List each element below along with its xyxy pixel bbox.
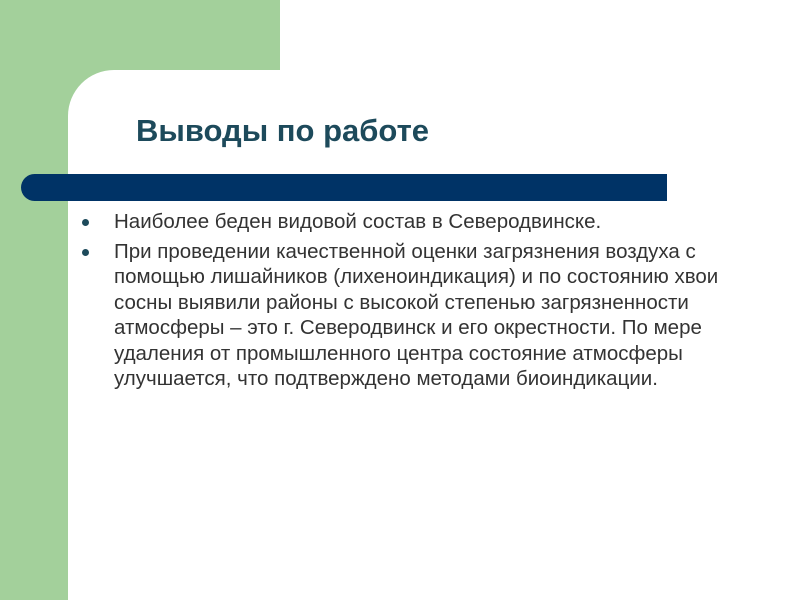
bullet-list <box>75 209 765 396</box>
bullet-dot-icon <box>82 249 89 256</box>
bullet-text-2: При проведении качественной оценки загрязнения воздуха с помощью лишайников (лихеноиндикация) и по состоянию хвои сосны выявили районы с высокой степенью загрязненности атмосферы – это г. Северодвинск и его окрестности. По мере удаления от промышленного центра состояние атмосферы улучшается, что подтверждено методами биоиндикации. <box>114 239 719 390</box>
bullet-item-1 <box>75 209 765 235</box>
bullet-item-2 <box>75 239 765 392</box>
title-underline-bar <box>21 174 667 201</box>
bullet-dot-icon <box>82 219 89 226</box>
bullet-text-1: Наиболее беден видовой состав в Северодвинске. <box>114 210 602 233</box>
slide-title: Выводы по работе <box>136 113 429 148</box>
